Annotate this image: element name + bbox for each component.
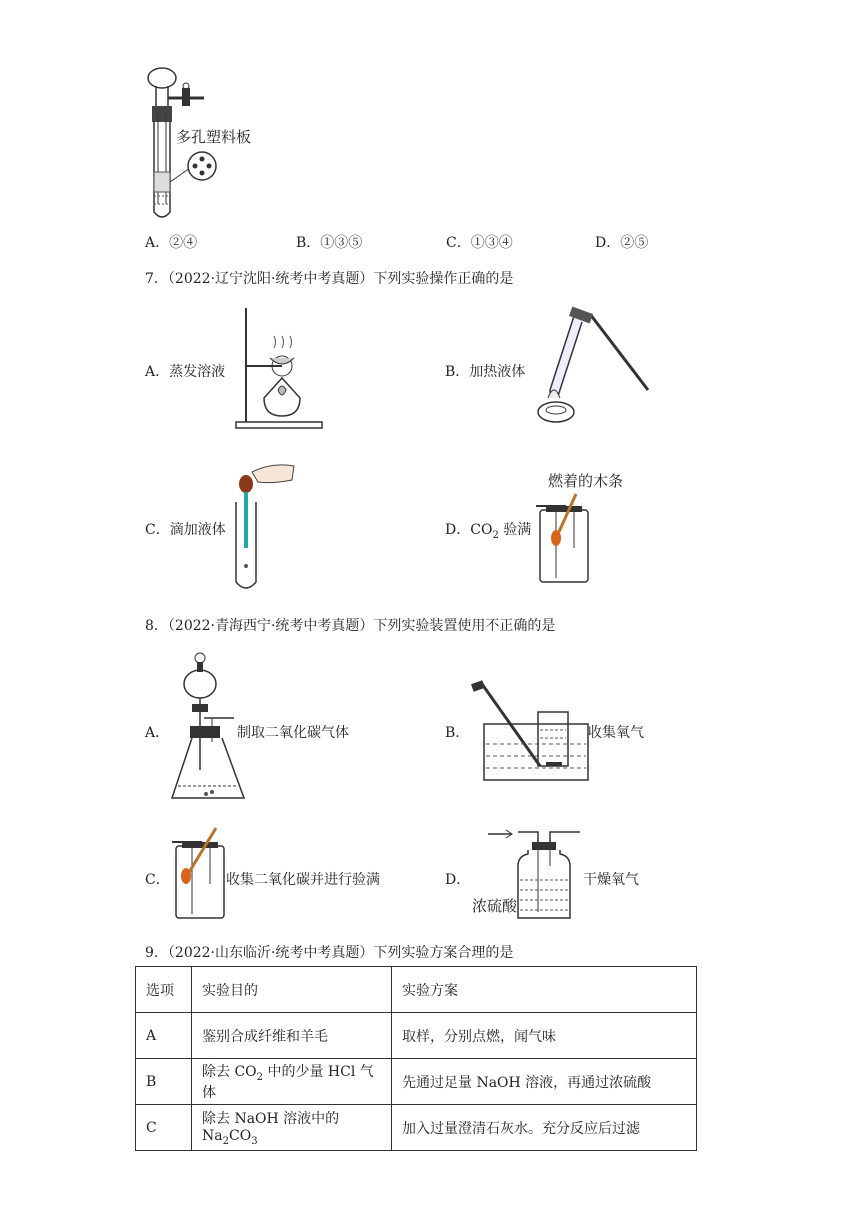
table-row	[136, 1059, 697, 1105]
row-option: C	[136, 1105, 192, 1151]
header-plan: 实验方案	[392, 967, 697, 1013]
row-purpose: 鉴别合成纤维和羊毛	[192, 1013, 392, 1059]
q6-figure-label: 多孔塑料板	[176, 128, 252, 146]
row-plan: 加入过量澄清石灰水。充分反应后过滤	[392, 1105, 697, 1151]
q8-c-figure	[172, 828, 228, 920]
q7-option-d[interactable]: D．$CO_2$ 验满	[445, 522, 532, 541]
q7-d-figure	[536, 494, 592, 584]
q7-stem: 7．（2022·辽宁沈阳·统考中考真题）下列实验操作正确的是	[145, 271, 514, 287]
table-row	[136, 1013, 697, 1059]
q8-stem: 8．（2022·青海西宁·统考中考真题）下列实验装置使用不正确的是	[145, 618, 556, 634]
q9-table	[135, 966, 697, 1151]
row-option: B	[136, 1059, 192, 1105]
q9-stem: 9．（2022·山东临沂·统考中考真题）下列实验方案合理的是	[145, 945, 514, 961]
q8-a-figure	[168, 650, 248, 810]
q6-option-d[interactable]: D．②⑤	[595, 235, 649, 251]
q7-option-c[interactable]: C．滴加液体	[145, 522, 226, 538]
table-row	[136, 1105, 697, 1151]
q8-option-a-text: 制取二氧化碳气体	[237, 725, 349, 741]
q7-option-b[interactable]: B．加热液体	[445, 364, 526, 380]
q8-option-d-text: 干燥氧气	[583, 872, 639, 888]
q8-option-b-letter[interactable]: B．	[445, 725, 470, 741]
q6-option-b[interactable]: B．①③⑤	[296, 235, 363, 251]
q7-a-figure	[236, 304, 326, 434]
q7-option-a[interactable]: A．蒸发溶液	[145, 364, 226, 380]
row-purpose: 除去 $CO_2$ 中的少量 HCl 气体	[192, 1059, 392, 1105]
q7-d-figure-label: 燃着的木条	[548, 472, 624, 490]
row-option: A	[136, 1013, 192, 1059]
q7-c-figure	[232, 462, 302, 594]
q8-option-c-text: 收集二氧化碳并进行验满	[226, 872, 380, 888]
row-plan: 先通过足量 NaOH 溶液，再通过浓硫酸	[392, 1059, 697, 1105]
q8-option-b-text: 收集氧气	[588, 725, 644, 741]
table-header-row	[136, 967, 697, 1013]
q8-option-d-letter[interactable]: D．	[445, 872, 471, 888]
header-purpose: 实验目的	[192, 967, 392, 1013]
q8-b-figure	[468, 682, 588, 782]
header-option: 选项	[136, 967, 192, 1013]
q8-option-a-letter[interactable]: A．	[145, 725, 170, 741]
q8-d-figure-label: 浓硫酸	[472, 897, 518, 915]
q6-option-a[interactable]: A．②④	[145, 235, 198, 251]
q8-option-c-letter[interactable]: C．	[145, 872, 170, 888]
row-plan: 取样，分别点燃，闻气味	[392, 1013, 697, 1059]
q7-b-figure	[530, 306, 654, 434]
q6-option-c[interactable]: C．①③④	[446, 235, 513, 251]
row-purpose: 除去 NaOH 溶液中的 $Na_2CO_3$	[192, 1105, 392, 1151]
